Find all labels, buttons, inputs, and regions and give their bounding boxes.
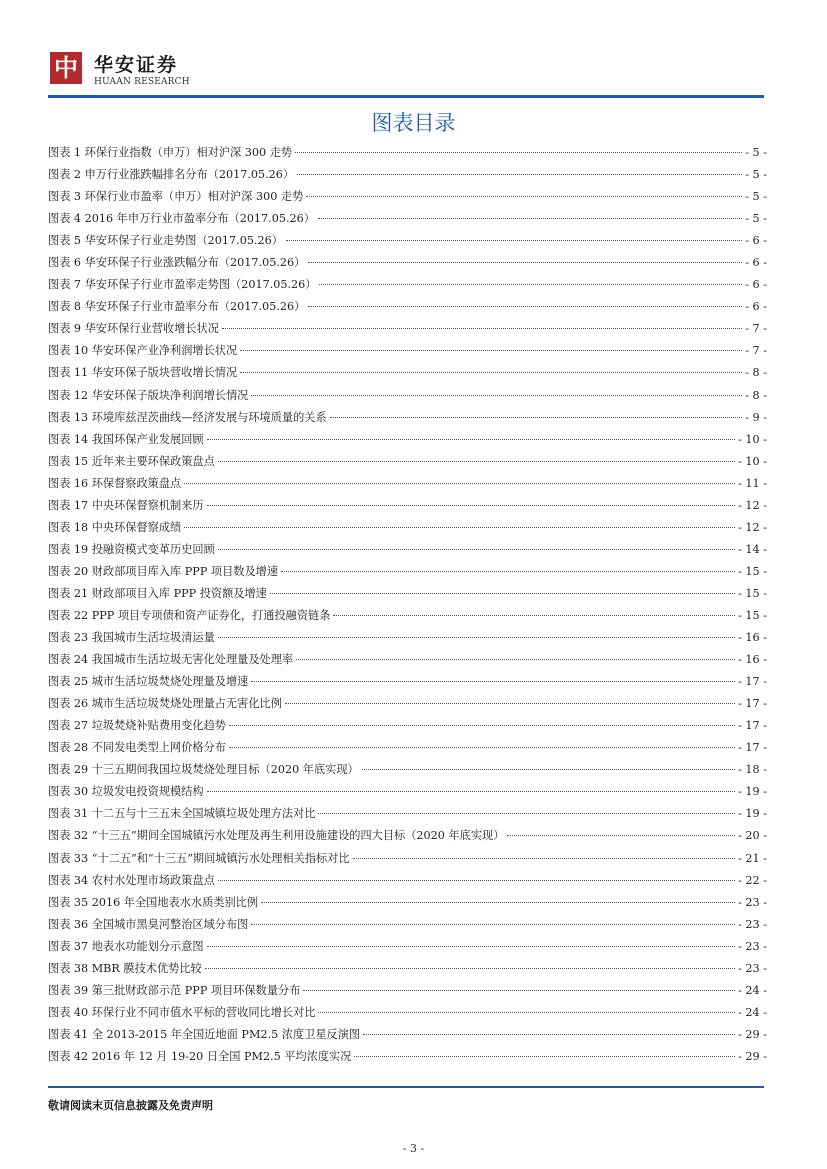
disclaimer-text: 敬请阅读末页信息披露及免责声明 xyxy=(48,1099,213,1112)
toc-entry[interactable] xyxy=(48,938,767,960)
toc-entry[interactable] xyxy=(48,982,767,1004)
dot-leader xyxy=(218,637,735,638)
toc-entry-page: - 15 - xyxy=(738,608,767,622)
toc-entry[interactable] xyxy=(48,497,767,519)
dot-leader xyxy=(308,306,742,307)
huaan-logo-icon xyxy=(50,52,82,84)
dot-leader xyxy=(240,350,742,351)
toc-entry[interactable] xyxy=(48,629,767,651)
toc-entry[interactable] xyxy=(48,276,767,298)
toc-entry-page: - 10 - xyxy=(738,454,767,468)
toc-entry[interactable] xyxy=(48,431,767,453)
toc-entry-title: 图表 13 环境库兹涅茨曲线—经济发展与环境质量的关系 xyxy=(48,410,327,424)
dot-leader xyxy=(333,615,735,616)
toc-entry[interactable] xyxy=(48,1026,767,1048)
toc-entry-page: - 6 - xyxy=(745,256,767,270)
dot-leader xyxy=(318,1012,735,1013)
dot-leader xyxy=(251,681,735,682)
dot-leader xyxy=(229,725,735,726)
dot-leader xyxy=(297,174,742,175)
toc-entry-page: - 18 - xyxy=(738,763,767,777)
toc-entry-page: - 7 - xyxy=(745,322,767,336)
logo-glyph: 中 xyxy=(54,54,78,82)
toc-entry[interactable] xyxy=(48,651,767,673)
footer-divider xyxy=(48,1086,764,1088)
toc-entry[interactable] xyxy=(48,232,767,254)
toc-entry-title: 图表 34 农村水处理市场政策盘点 xyxy=(48,873,215,887)
toc-entry[interactable] xyxy=(48,850,767,872)
toc-entry[interactable] xyxy=(48,761,767,783)
toc-entry-page: - 12 - xyxy=(738,520,767,534)
brand-name-en: HUAAN RESEARCH xyxy=(94,77,190,87)
toc-entry[interactable] xyxy=(48,1004,767,1026)
toc-entry-page: - 7 - xyxy=(745,344,767,358)
toc-entry-title: 图表 25 城市生活垃圾焚烧处理量及增速 xyxy=(48,675,249,689)
toc-entry[interactable] xyxy=(48,519,767,541)
dot-leader xyxy=(229,747,735,748)
toc-entry-title: 图表 18 中央环保督察成绩 xyxy=(48,520,182,534)
toc-entry-page: - 22 - xyxy=(738,873,767,887)
dot-leader xyxy=(184,527,735,528)
toc-entry-title: 图表 17 中央环保督察机制来历 xyxy=(48,498,204,512)
toc-entry-page: - 12 - xyxy=(738,498,767,512)
toc-entry-page: - 14 - xyxy=(738,542,767,556)
toc-entry-page: - 9 - xyxy=(745,410,767,424)
toc-entry[interactable] xyxy=(48,673,767,695)
toc-entry[interactable] xyxy=(48,805,767,827)
dot-leader xyxy=(354,1056,735,1057)
toc-entry-page: - 6 - xyxy=(745,234,767,248)
toc-entry-page: - 21 - xyxy=(738,851,767,865)
toc-entry-title: 图表 15 近年来主要环保政策盘点 xyxy=(48,454,215,468)
page-header xyxy=(0,0,827,100)
dot-leader xyxy=(318,218,742,219)
toc-entry-page: - 16 - xyxy=(738,631,767,645)
toc-entry-title: 图表 37 地表水功能划分示意图 xyxy=(48,939,204,953)
dot-leader xyxy=(261,902,735,903)
toc-entry-title: 图表 6 华安环保子行业涨跌幅分布（2017.05.26） xyxy=(48,256,306,270)
toc-entry[interactable] xyxy=(48,585,767,607)
toc-entry-title: 图表 42 2016 年 12 月 19-20 日全国 PM2.5 平均浓度实况 xyxy=(48,1049,352,1063)
page-number: - 3 - xyxy=(402,1142,425,1155)
dot-leader xyxy=(218,880,735,881)
toc-entry[interactable] xyxy=(48,783,767,805)
brand-name-cn: 华安证券 xyxy=(94,54,179,76)
toc-entry-page: - 8 - xyxy=(745,366,767,380)
toc-entry[interactable] xyxy=(48,1048,767,1070)
toc-entry-title: 图表 41 全 2013-2015 年全国近地面 PM2.5 浓度卫星反演图 xyxy=(48,1027,361,1041)
toc-entry-page: - 17 - xyxy=(738,675,767,689)
dot-leader xyxy=(207,946,735,947)
toc-entry[interactable] xyxy=(48,717,767,739)
dot-leader xyxy=(270,593,735,594)
toc-entry-page: - 20 - xyxy=(738,829,767,843)
toc-entry-title: 图表 27 垃圾焚烧补贴费用变化趋势 xyxy=(48,719,226,733)
dot-leader xyxy=(240,372,742,373)
toc-entry-title: 图表 16 环保督察政策盘点 xyxy=(48,476,182,490)
dot-leader xyxy=(303,990,735,991)
toc-entry[interactable] xyxy=(48,320,767,342)
dot-leader xyxy=(281,571,735,572)
toc-entry-title: 图表 5 华安环保子行业走势图（2017.05.26） xyxy=(48,234,283,248)
toc-entry-page: - 17 - xyxy=(738,697,767,711)
dot-leader xyxy=(296,659,735,660)
toc-entry-page: - 19 - xyxy=(738,785,767,799)
toc-entry-title: 图表 35 2016 年全国地表水水质类别比例 xyxy=(48,895,259,909)
toc-entry-page: - 5 - xyxy=(745,146,767,159)
dot-leader xyxy=(251,395,742,396)
toc-entry[interactable] xyxy=(48,695,767,717)
toc-entry-title: 图表 19 投融资模式变革历史回顾 xyxy=(48,542,215,556)
toc-entry-title: 图表 14 我国环保产业发展回顾 xyxy=(48,432,204,446)
toc-list xyxy=(48,144,767,1070)
toc-entry-page: - 8 - xyxy=(745,388,767,402)
toc-entry[interactable] xyxy=(48,166,767,188)
toc-entry[interactable] xyxy=(48,453,767,475)
dot-leader xyxy=(207,505,735,506)
toc-entry-title: 图表 23 我国城市生活垃圾清运量 xyxy=(48,631,215,645)
toc-entry-page: - 15 - xyxy=(738,586,767,600)
header-divider xyxy=(48,95,764,98)
toc-entry-page: - 17 - xyxy=(738,719,767,733)
toc-entry[interactable] xyxy=(48,872,767,894)
toc-entry-page: - 5 - xyxy=(745,212,767,226)
toc-entry-page: - 19 - xyxy=(738,807,767,821)
dot-leader xyxy=(308,262,742,263)
toc-title: 图表目录 xyxy=(371,111,456,135)
toc-entry-page: - 10 - xyxy=(738,432,767,446)
toc-entry-title: 图表 3 环保行业市盈率（申万）相对沪深 300 走势 xyxy=(48,190,304,204)
dot-leader xyxy=(286,240,742,241)
toc-entry-title: 图表 26 城市生活垃圾焚烧处理量占无害化比例 xyxy=(48,697,282,711)
toc-entry-title: 图表 7 华安环保子行业市盈率走势图（2017.05.26） xyxy=(48,278,317,292)
toc-entry-title: 图表 11 华安环保子版块营收增长情况 xyxy=(48,366,238,380)
toc-entry[interactable] xyxy=(48,960,767,982)
toc-entry-title: 图表 22 PPP 项目专项债和资产证券化，打通投融资链条 xyxy=(48,608,331,622)
dot-leader xyxy=(218,461,735,462)
toc-entry-page: - 17 - xyxy=(738,741,767,755)
toc-entry[interactable] xyxy=(48,144,767,166)
toc-entry-title: 图表 33 “十二五”和“十三五”期间城镇污水处理相关指标对比 xyxy=(48,851,350,865)
dot-leader xyxy=(285,703,735,704)
toc-entry[interactable] xyxy=(48,739,767,761)
toc-entry-page: - 15 - xyxy=(738,564,767,578)
dot-leader xyxy=(295,152,742,153)
toc-entry-page: - 23 - xyxy=(738,917,767,931)
dot-leader xyxy=(218,549,735,550)
toc-entry-title: 图表 32 “十三五”期间全国城镇污水处理及再生利用设施建设的四大目标（2020 年底实现） xyxy=(48,829,505,843)
dot-leader xyxy=(362,769,735,770)
dot-leader xyxy=(184,483,735,484)
toc-entry-title: 图表 30 垃圾发电投资规模结构 xyxy=(48,785,204,799)
toc-entry[interactable] xyxy=(48,387,767,409)
dot-leader xyxy=(306,196,742,197)
toc-entry-title: 图表 12 华安环保子版块净利润增长情况 xyxy=(48,388,249,402)
dot-leader xyxy=(207,439,735,440)
toc-entry-page: - 29 - xyxy=(738,1049,767,1063)
toc-entry-page: - 24 - xyxy=(738,983,767,997)
dot-leader xyxy=(353,858,736,859)
toc-entry-title: 图表 36 全国城市黑臭河整治区域分布图 xyxy=(48,917,249,931)
toc-entry-title: 图表 39 第三批财政部示范 PPP 项目环保数量分布 xyxy=(48,983,301,997)
toc-entry-title: 图表 4 2016 年申万行业市盈率分布（2017.05.26） xyxy=(48,212,315,226)
toc-entry[interactable] xyxy=(48,563,767,585)
toc-entry[interactable] xyxy=(48,607,767,629)
toc-entry-page: - 24 - xyxy=(738,1005,767,1019)
toc-entry-title: 图表 9 华安环保行业营收增长状况 xyxy=(48,322,219,336)
dot-leader xyxy=(207,791,735,792)
toc-entry[interactable] xyxy=(48,342,767,364)
toc-entry[interactable] xyxy=(48,409,767,431)
toc-entry-title: 图表 8 华安环保子行业市盈率分布（2017.05.26） xyxy=(48,300,306,314)
toc-entry[interactable] xyxy=(48,916,767,938)
toc-entry-page: - 5 - xyxy=(745,190,767,204)
toc-entry[interactable] xyxy=(48,364,767,386)
dot-leader xyxy=(319,284,742,285)
dot-leader xyxy=(363,1034,735,1035)
toc-entry[interactable] xyxy=(48,298,767,320)
dot-leader xyxy=(205,968,735,969)
toc-entry-page: - 5 - xyxy=(745,168,767,182)
toc-entry-title: 图表 1 环保行业指数（申万）相对沪深 300 走势 xyxy=(48,146,293,159)
dot-leader xyxy=(222,328,742,329)
toc-entry-page: - 23 - xyxy=(738,895,767,909)
toc-entry-page: - 16 - xyxy=(738,653,767,667)
toc-entry-title: 图表 38 MBR 膜技术优势比较 xyxy=(48,961,202,975)
dot-leader xyxy=(251,924,735,925)
dot-leader xyxy=(330,417,743,418)
toc-entry-page: - 23 - xyxy=(738,939,767,953)
toc-entry-title: 图表 2 申万行业涨跌幅排名分布（2017.05.26） xyxy=(48,168,295,182)
toc-entry-page: - 29 - xyxy=(738,1027,767,1041)
toc-entry[interactable] xyxy=(48,475,767,497)
toc-entry[interactable] xyxy=(48,541,767,563)
toc-entry-title: 图表 28 不同发电类型上网价格分布 xyxy=(48,741,226,755)
toc-entry[interactable] xyxy=(48,894,767,916)
toc-entry-title: 图表 20 财政部项目库入库 PPP 项目数及增速 xyxy=(48,564,279,578)
toc-entry-title: 图表 29 十三五期间我国垃圾焚烧处理目标（2020 年底实现） xyxy=(48,763,359,777)
toc-entry-page: - 6 - xyxy=(745,278,767,292)
toc-entry-page: - 23 - xyxy=(738,961,767,975)
toc-entry-title: 图表 21 财政部项目入库 PPP 投资额及增速 xyxy=(48,586,267,600)
toc-entry-title: 图表 24 我国城市生活垃圾无害化处理量及处理率 xyxy=(48,653,294,667)
toc-entry[interactable] xyxy=(48,254,767,276)
toc-entry-title: 图表 10 华安环保产业净利润增长状况 xyxy=(48,344,238,358)
dot-leader xyxy=(507,835,735,836)
toc-entry-page: - 6 - xyxy=(745,300,767,314)
toc-entry-title: 图表 31 十二五与十三五末全国城镇垃圾处理方法对比 xyxy=(48,807,316,821)
toc-entry-title: 图表 40 环保行业不同市值水平标的营收同比增长对比 xyxy=(48,1005,316,1019)
dot-leader xyxy=(318,813,735,814)
toc-entry[interactable] xyxy=(48,210,767,232)
toc-entry[interactable] xyxy=(48,827,767,849)
toc-entry[interactable] xyxy=(48,188,767,210)
toc-entry-page: - 11 - xyxy=(738,476,767,490)
